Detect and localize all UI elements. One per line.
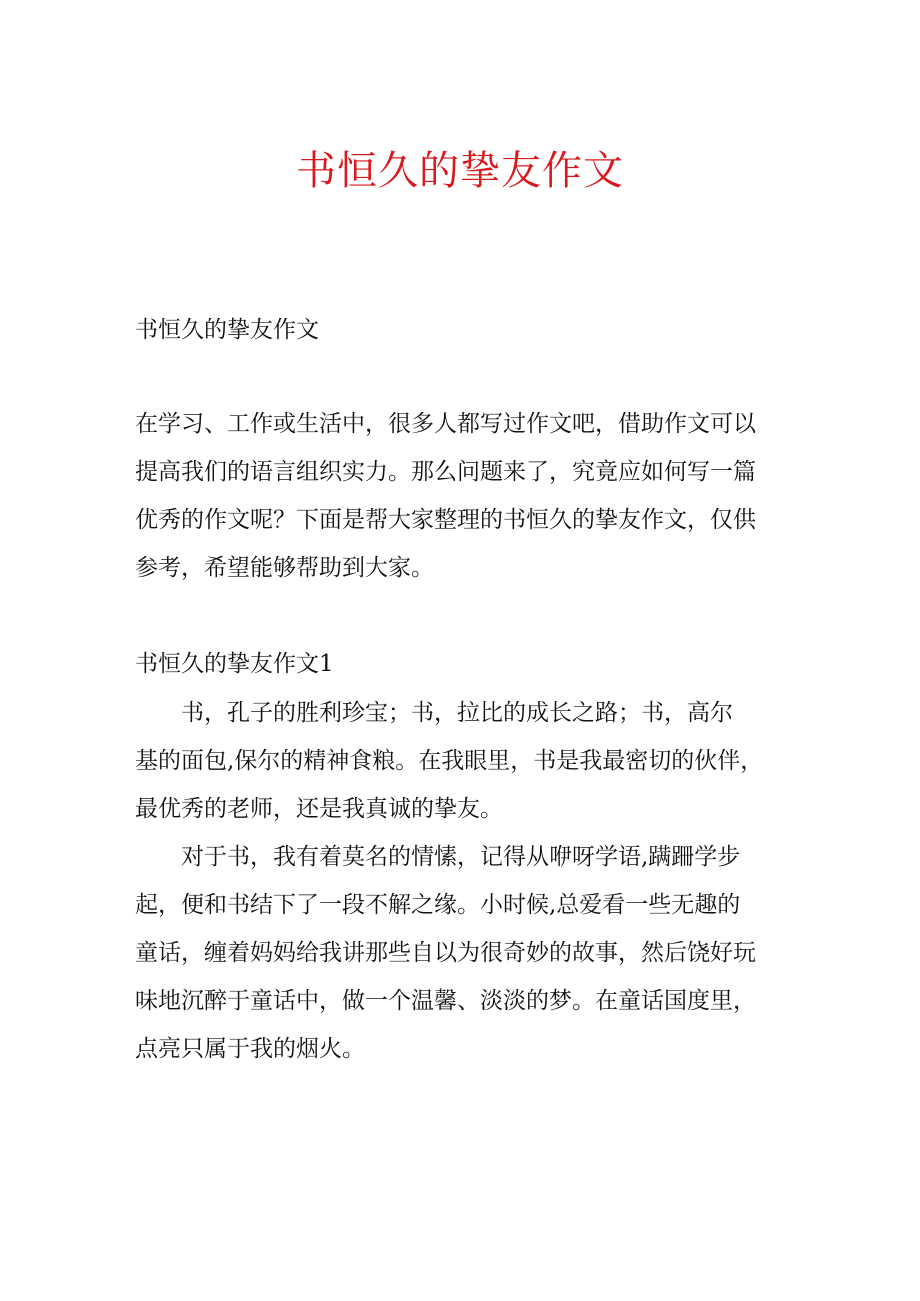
essay-paragraph-1 [135,689,795,833]
paragraph-line: 点亮只属于我的烟火。 [135,1036,365,1062]
paragraph-line: 起，便和书结下了一段不解之缘。小时候,总爱看一些无趣的 [135,892,741,918]
intro-line: 优秀的作文呢？下面是帮大家整理的书恒久的挚友作文，仅供 [135,507,756,533]
article-subtitle: 书恒久的挚友作文 [135,317,319,343]
document-title: 书恒久的挚友作文 [296,148,624,194]
intro-line: 在学习、工作或生活中，很多人都写过作文吧，借助作文可以 [135,411,756,437]
paragraph-line: 书，孔子的胜利珍宝；书，拉比的成长之路；书，高尔 [181,700,733,726]
paragraph-line: 童话，缠着妈妈给我讲那些自以为很奇妙的故事，然后饶好玩 [135,940,756,966]
paragraph-line: 最优秀的老师，还是我真诚的挚友。 [135,796,503,822]
essay-paragraph-2 [135,833,795,1073]
paragraph-line: 对于书，我有着莫名的情愫，记得从咿呀学语,蹒跚学步 [181,844,741,870]
intro-line: 提高我们的语言组织实力。那么问题来了，究竟应如何写一篇 [135,459,756,485]
paragraph-line: 味地沉醉于童话中，做一个温馨、淡淡的梦。在童话国度里， [135,988,756,1014]
section-heading: 书恒久的挚友作文1 [135,651,334,677]
intro-line: 参考，希望能够帮助到大家。 [135,555,434,581]
intro-paragraph [135,400,795,592]
paragraph-line: 基的面包,保尔的精神食粮。在我眼里，书是我最密切的伙伴， [135,748,764,774]
